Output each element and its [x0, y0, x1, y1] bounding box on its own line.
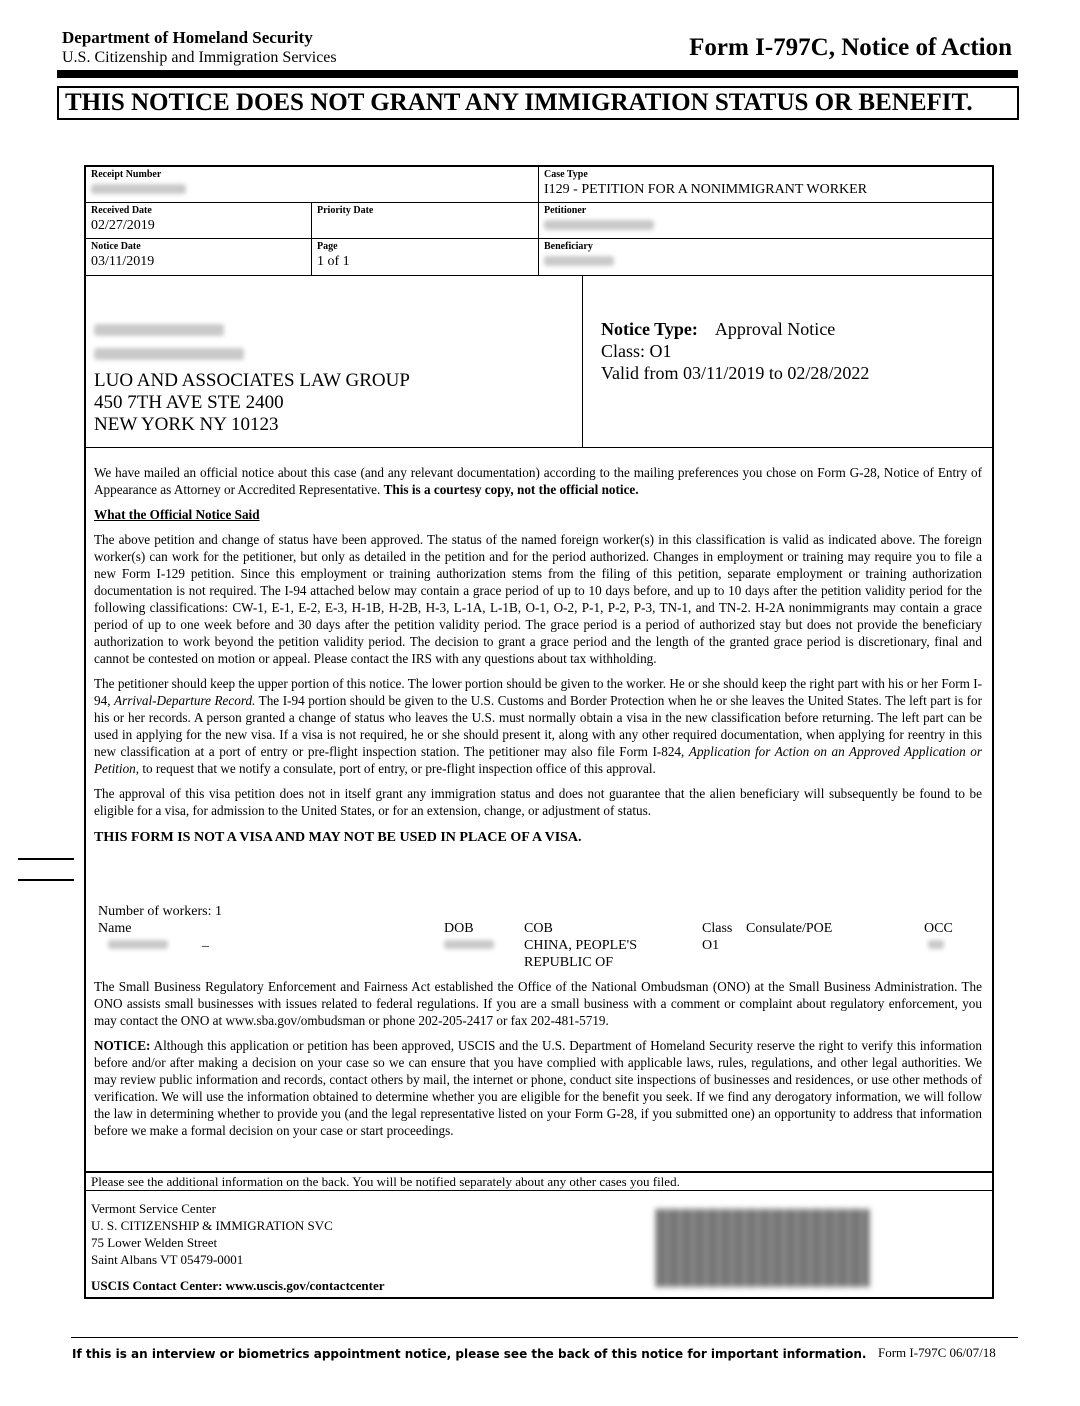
visa-paragraph: The approval of this visa petition does not in itself grant any immigration status and does not guarantee that the alien beneficiary will subsequently be found to be eligible for a visa, for admission to the United States, or for an extension, change, or adjustment of status.	[94, 786, 982, 818]
workers-table	[98, 903, 978, 971]
page-cell	[312, 239, 539, 276]
consulate-header: Consulate/POE	[746, 921, 833, 936]
receipt-number-redacted	[91, 184, 186, 194]
barcode-redacted	[656, 1209, 870, 1287]
page-footer-note: If this is an interview or biometrics appointment notice, please see the back of this notice for important information.	[72, 1347, 867, 1361]
class-value: Class: O1	[601, 341, 672, 361]
beneficiary-label: Beneficiary	[544, 241, 593, 252]
bottom-rule	[71, 1337, 1018, 1338]
beneficiary-redacted	[544, 256, 614, 266]
priority-date-cell	[312, 203, 539, 239]
occ-header: OCC	[924, 921, 953, 936]
section-heading: What the Official Notice Said	[94, 507, 260, 522]
name-dash: _	[202, 934, 209, 949]
department-name: Department of Homeland Security	[62, 28, 313, 47]
courtesy-bold: This is a courtesy copy, not the official notice.	[383, 482, 639, 497]
notice-date-label: Notice Date	[91, 241, 141, 252]
notice-type-cell	[583, 276, 992, 448]
workers-count: Number of workers: 1	[98, 904, 223, 919]
cob-line: CHINA, PEOPLE'S	[524, 938, 637, 953]
verification-notice-paragraph	[94, 1037, 982, 1139]
margin-mark	[18, 858, 74, 860]
class-value-cell: O1	[702, 938, 720, 953]
cob-line: REPUBLIC OF	[524, 955, 614, 970]
received-date-value: 02/27/2019	[91, 218, 155, 233]
mailing-address	[94, 320, 410, 436]
notice-date-cell	[86, 239, 312, 276]
validity-period: Valid from 03/11/2019 to 02/28/2022	[601, 363, 870, 383]
case-type-cell	[539, 167, 992, 203]
petitioner-label: Petitioner	[544, 205, 587, 216]
see-back-row	[86, 1171, 992, 1191]
form-edition: Form I-797C 06/07/18	[878, 1345, 996, 1360]
address-line-redacted	[94, 324, 224, 336]
worker-occ-redacted	[928, 940, 944, 949]
service-center-address	[91, 1200, 333, 1268]
worker-name-redacted	[108, 940, 168, 949]
courtesy-paragraph	[94, 464, 982, 498]
worker-dob-redacted	[444, 940, 494, 949]
petitioner-redacted	[544, 220, 654, 230]
petitioner-text: The petitioner should keep the upper portion of this notice. The lower portion should be given to the worker. He or she should keep the right part with his or her Form I-94,	[94, 676, 982, 708]
case-type-value: I129 - PETITION FOR A NONIMMIGRANT WORKER	[544, 182, 868, 197]
notice-type-block	[601, 318, 869, 384]
service-center-street: 75 Lower Welden Street	[91, 1235, 218, 1250]
service-center-org: U. S. CITIZENSHIP & IMMIGRATION SVC	[91, 1218, 333, 1233]
status-banner: THIS NOTICE DOES NOT GRANT ANY IMMIGRATION STATUS OR BENEFIT.	[57, 86, 1019, 120]
dob-header: DOB	[444, 921, 474, 936]
form-title: Form I-797C, Notice of Action	[689, 34, 1012, 61]
petitioner-italic: Application for Action on an Approved Application or Petition,	[94, 744, 983, 776]
address-line: NEW YORK NY 10123	[94, 414, 279, 435]
courtesy-text: We have mailed an official notice about this case (and any relevant documentation) according to the mailing preferences you chose on Form G-28, Notice of Entry of Appearance as Attorney or Accredited Representative.	[94, 465, 982, 497]
name-header: Name	[98, 921, 132, 936]
service-center-city: Saint Albans VT 05479-0001	[91, 1252, 244, 1267]
not-visa-statement: THIS FORM IS NOT A VISA AND MAY NOT BE USED IN PLACE OF A VISA.	[94, 830, 582, 845]
received-date-cell	[86, 203, 312, 239]
lower-notice-body	[94, 978, 982, 1147]
top-rule	[57, 70, 1018, 78]
petitioner-paragraph	[94, 675, 982, 777]
petitioner-cell	[539, 203, 992, 239]
address-line-redacted	[94, 348, 244, 360]
petitioner-text: The I-94 portion should be given to the U.S. Customs and Border Protection when he or she leaves the United States. The left part is for his or her records. A person granted a change of status who leaves the U.S. must normally obtain a visa in the new classification before returning. The left part can be used in applying for the new visa. If a visa is not required, he or she should present it, along with any other required documentation, when applying for reentry in this new classification at a port of entry or pre-flight inspection station. The petitioner may also file Form I-824,	[94, 693, 982, 759]
priority-date-label: Priority Date	[317, 205, 374, 216]
notice-box	[84, 165, 994, 1299]
received-date-label: Received Date	[91, 205, 152, 216]
notice-bold: NOTICE:	[94, 1038, 151, 1053]
cob-header: COB	[524, 921, 553, 936]
receipt-label: Receipt Number	[91, 169, 162, 180]
contact-center: USCIS Contact Center: www.uscis.gov/contactcenter	[91, 1278, 385, 1293]
notice-body	[94, 464, 982, 854]
beneficiary-cell	[539, 239, 992, 276]
address-line: LUO AND ASSOCIATES LAW GROUP	[94, 370, 410, 391]
agency-header	[62, 28, 337, 67]
approval-paragraph: The above petition and change of status have been approved. The status of the named foreign worker(s) in this classification is valid as indicated above. The foreign worker(s) can work for the petitioner, but only as detailed in the petition and for the period authorized. Changes in employment or training may require you to file a new Form I-129 petition. Since this employment or training authorization stems from the filing of this petition, separate employment or training authorization documentation is not required. The I-94 attached below may contain a grace period of up to 10 days before, and up to 10 days after the petition validity period for the following classifications: CW-1, E-1, E-2, E-3, H-1B, H-2B, H-3, L-1A, L-1B, O-1, O-2, P-1, P-2, P-3, TN-1, and TN-2. H-2A nonimmigrants may contain a grace period of up to one week before and 30 days after the petition validity period. The grace period is a period of authorized stay but does not provide the beneficiary authorization to work beyond the petition validity period. The decision to grant a grace period and the length of the granted grace period is discretionary, final and cannot be contested on motion or appeal. Please contact the IRS with any questions about tax withholding.	[94, 532, 982, 666]
mailing-address-cell	[86, 276, 583, 448]
notice-type-value: Approval Notice	[714, 319, 836, 339]
page-label: Page	[317, 241, 338, 252]
notice-date-value: 03/11/2019	[91, 254, 155, 269]
receipt-cell	[86, 167, 539, 203]
service-center-name: Vermont Service Center	[91, 1201, 216, 1216]
class-header: Class	[702, 921, 733, 936]
agency-name: U.S. Citizenship and Immigration Services	[62, 49, 337, 66]
address-line: 450 7TH AVE STE 2400	[94, 392, 284, 413]
page-value: 1 of 1	[317, 254, 350, 269]
petitioner-text: to request that we notify a consulate, port of entry, or pre-flight inspection office of this approval.	[139, 761, 656, 776]
cob-value	[524, 937, 637, 971]
notice-type-label: Notice Type:	[601, 319, 698, 339]
case-type-label: Case Type	[544, 169, 588, 180]
margin-mark	[18, 879, 74, 881]
petitioner-italic: Arrival-Departure Record.	[114, 693, 256, 708]
sbrefa-paragraph: The Small Business Regulatory Enforcement and Fairness Act established the Office of the National Ombudsman (ONO) at the Small Business Administration. The ONO assists small businesses with issues related to federal regulations. If you are a small business with a comment or complaint about regulatory enforcement, you may contact the ONO at www.sba.gov/ombudsman or phone 202-205-2417 or fax 202-481-5719.	[94, 979, 982, 1028]
notice-text: Although this application or petition has been approved, USCIS and the U.S. Department of Homeland Security reserve the right to verify this information before and/or after making a decision on your case so we can ensure that you have complied with applicable laws, rules, regulations, and other legal authorities. We may review public information and records, contact others by mail, the internet or phone, conduct site inspections of businesses and residences, or use other methods of verification. We will use the information obtained to determine whether you are eligible for the benefit you seek. If we find any derogatory information, we will follow the law in determining whether to provide you (and the legal representative listed on your Form G-28, if you submitted one) an opportunity to address that information before we make a formal decision on your case or start proceedings.	[94, 1038, 982, 1138]
see-back-text: Please see the additional information on the back. You will be notified separately about any other cases you filed.	[91, 1174, 680, 1189]
